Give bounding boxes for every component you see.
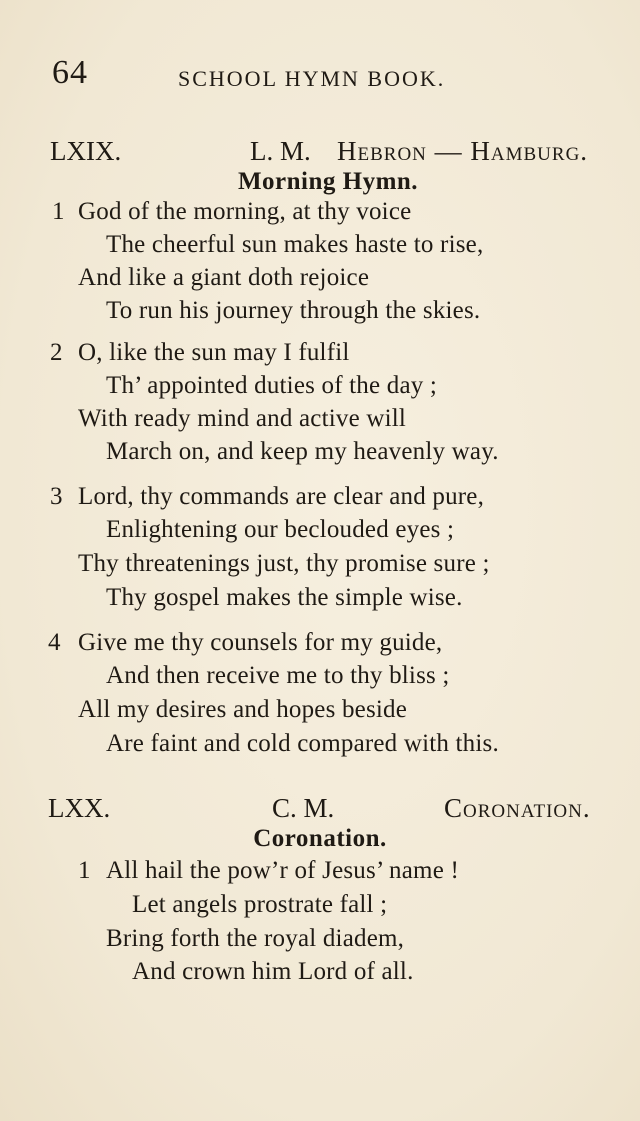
hymn-tunes: Hebron — Hamburg.	[337, 136, 589, 166]
verse-line: All my desires and hopes beside	[78, 696, 408, 723]
verse-line: With ready mind and active will	[78, 405, 407, 432]
verse-line: God of the morning, at thy voice	[78, 198, 412, 225]
verse-line: Enlightening our beclouded eyes ;	[106, 516, 455, 543]
hymn-meter: C. M.	[272, 793, 335, 823]
hymn-title: Coronation.	[253, 825, 387, 852]
running-title: SCHOOL HYMN BOOK.	[178, 66, 446, 91]
verse-line: Give me thy counsels for my guide,	[78, 629, 443, 656]
hymn-meter: L. M.	[250, 136, 311, 166]
hymn-tunes: Coronation.	[444, 793, 591, 823]
verse-line: Let angels prostrate fall ;	[132, 891, 388, 918]
stanza-number: 4	[48, 629, 61, 656]
verse-line: To run his journey through the skies.	[106, 297, 481, 324]
verse-line: And like a giant doth rejoice	[78, 264, 370, 291]
page-number: 64	[52, 54, 88, 91]
hymn-number: LXX.	[48, 793, 111, 823]
hymn-heading	[0, 793, 640, 823]
verse-line: The cheerful sun makes haste to rise,	[106, 231, 484, 258]
verse-line: March on, and keep my heavenly way.	[106, 438, 499, 465]
stanza-number: 1	[78, 857, 91, 884]
hymn-heading	[0, 136, 640, 166]
verse-line: Bring forth the royal diadem,	[106, 925, 405, 952]
verse-line: O, like the sun may I fulfil	[78, 339, 350, 366]
verse-line: Are faint and cold compared with this.	[106, 730, 499, 757]
verse-line: Thy gospel makes the simple wise.	[106, 584, 463, 611]
stanza-number: 1	[52, 198, 65, 225]
verse-line: And crown him Lord of all.	[132, 958, 414, 985]
stanza-number: 3	[50, 483, 63, 510]
verse-line: Thy threatenings just, thy promise sure ;	[78, 550, 490, 577]
stanza-number: 2	[50, 339, 63, 366]
verse-line: All hail the pow’r of Jesus’ name !	[106, 857, 459, 884]
verse-line: And then receive me to thy bliss ;	[106, 662, 450, 689]
hymn-number: LXIX.	[50, 136, 122, 166]
verse-line: Th’ appointed duties of the day ;	[106, 372, 438, 399]
verse-line: Lord, thy commands are clear and pure,	[78, 483, 485, 510]
hymn-title: Morning Hymn.	[237, 168, 419, 195]
page-header	[52, 54, 592, 94]
